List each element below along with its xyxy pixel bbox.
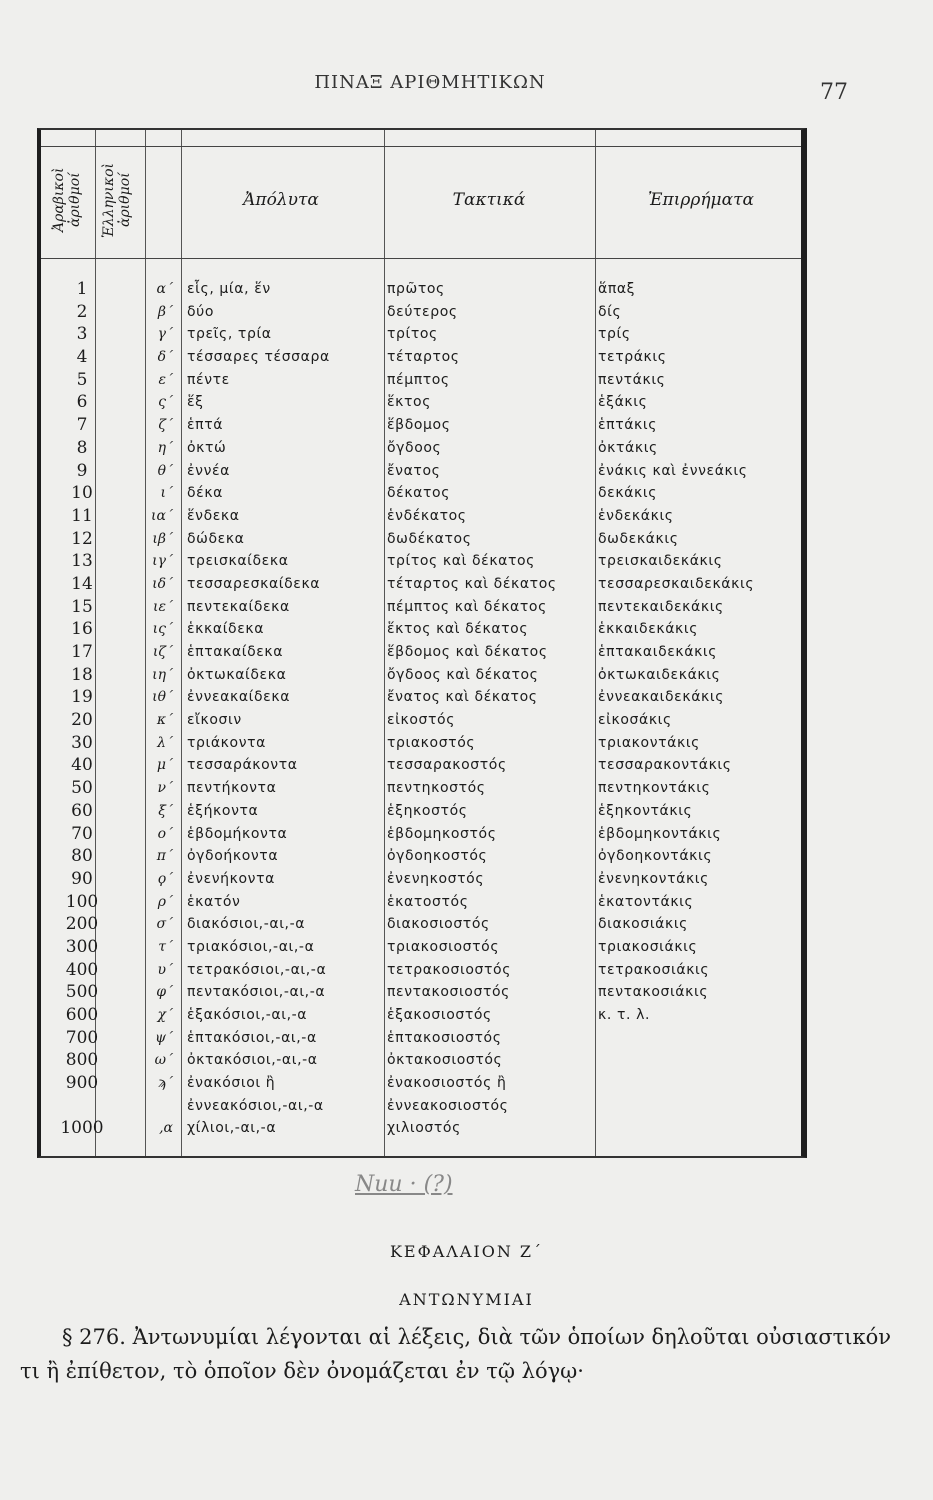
number-table <box>37 128 807 1158</box>
arabic-numeral-cell: 2 <box>76 301 88 322</box>
ordinal-cell: πρῶτος <box>387 281 445 297</box>
absolute-cell: δώδεκα <box>187 530 245 547</box>
greek-numeral-cell: ιη΄ <box>152 666 173 683</box>
header-ordinal: Τακτικά <box>452 190 526 210</box>
greek-numeral-cell: υ΄ <box>157 961 173 978</box>
absolute-cell: ἑξήκοντα <box>187 802 259 819</box>
arabic-numeral-cell: 11 <box>71 505 93 526</box>
table-row <box>41 369 801 392</box>
greek-numeral-cell: ω΄ <box>154 1052 173 1069</box>
adverb-cell: ἑβδομηκοντάκις <box>598 825 722 842</box>
ordinal-cell: ἑξηκοστός <box>387 802 468 819</box>
ordinal-cell: τρίτος <box>387 326 438 343</box>
arabic-numeral-cell: 300 <box>65 936 99 957</box>
adverb-cell: ἑπτακαιδεκάκις <box>598 644 718 660</box>
arabic-numeral-cell: 1000 <box>60 1118 104 1139</box>
ordinal-cell: ἐνενηκοστός <box>387 870 485 887</box>
table-row <box>41 981 801 1004</box>
table-row <box>41 800 801 823</box>
adverb-cell: τριακοντάκις <box>598 734 700 751</box>
adverb-cell: ἐνάκις καὶ ἐννεάκις <box>598 462 748 479</box>
ordinal-cell: πέμπτος <box>387 371 450 388</box>
arabic-numeral-cell: 600 <box>65 1005 99 1025</box>
ordinal-cell: δεύτερος <box>387 303 458 320</box>
page-number: 77 <box>820 80 848 105</box>
absolute-cell: εἷς, μία, ἕν <box>187 281 271 297</box>
header-arabic: Ἀραβικοὶ ἀριθμοί <box>51 167 83 233</box>
adverb-cell: πεντακοσιάκις <box>598 984 709 1001</box>
greek-numeral-cell: ϡ΄ <box>157 1075 173 1092</box>
table-row <box>41 709 801 732</box>
greek-numeral-cell: β΄ <box>157 303 173 320</box>
absolute-cell: πεντακόσιοι,-αι,-α <box>187 984 326 1001</box>
header-rule <box>41 258 801 259</box>
ordinal-cell: ἕβδομος <box>387 417 451 434</box>
absolute-cell: τετρακόσιοι,-αι,-α <box>187 961 327 978</box>
header-adverb: Ἐπιρρήματα <box>648 190 754 210</box>
ordinal-cell: ὄγδοος <box>387 439 442 456</box>
arabic-numeral-cell: 18 <box>71 664 93 685</box>
arabic-numeral-cell: 4 <box>76 347 88 368</box>
greek-numeral-cell: ε΄ <box>158 371 173 388</box>
adverb-cell: ἑκατοντάκις <box>598 893 694 910</box>
ordinal-cell: τριακοσιοστός <box>387 938 500 955</box>
absolute-cell: τριακόσιοι,-αι,-α <box>187 938 315 955</box>
table-row <box>41 414 801 437</box>
absolute-cell: ἐνακόσιοι ἢ <box>187 1075 276 1092</box>
chapter-title: ΚΕΦΑΛΑΙΟΝ Ζ΄ <box>389 1242 544 1261</box>
ordinal-cell: τετρακοσιοστός <box>387 961 512 978</box>
arabic-numeral-cell: 60 <box>71 800 93 821</box>
adverb-cell: δωδεκάκις <box>598 530 679 547</box>
ordinal-cell: τέταρτος καὶ δέκατος <box>387 575 557 592</box>
running-head: ΠΙΝΑΞ ΑΡΙΘΜΗΤΙΚΩΝ <box>314 72 546 93</box>
adverb-cell: ὀκτωκαιδεκάκις <box>598 666 721 683</box>
greek-numeral-cell: ια΄ <box>151 507 173 524</box>
ordinal-cell: εἰκοστός <box>387 712 456 729</box>
ordinal-cell: ἐνακοσιοστός ἢ <box>387 1075 507 1092</box>
greek-numeral-cell: χ΄ <box>157 1007 173 1023</box>
arabic-numeral-cell: 19 <box>71 687 93 708</box>
table-row <box>41 913 801 936</box>
arabic-numeral-cell: 500 <box>65 982 99 1003</box>
greek-numeral-cell: φ΄ <box>156 984 173 1001</box>
arabic-numeral-cell: 3 <box>76 324 88 345</box>
adverb-cell: ἑπτάκις <box>598 417 658 434</box>
table-row <box>41 686 801 709</box>
greek-numeral-cell: ις΄ <box>152 621 173 638</box>
table-row <box>41 891 801 914</box>
adverb-cell: ἐνενηκοντάκις <box>598 870 709 887</box>
adverb-cell: ἑκκαιδεκάκις <box>598 621 699 638</box>
table-row <box>41 1095 801 1118</box>
greek-numeral-cell: γ΄ <box>157 326 173 343</box>
table-row <box>41 301 801 324</box>
arabic-numeral-cell: 7 <box>76 415 88 436</box>
ordinal-cell: διακοσιοστός <box>387 916 490 933</box>
table-row <box>41 618 801 641</box>
arabic-numeral-cell: 400 <box>65 959 99 980</box>
handwritten-signature: Nuu · (?) <box>355 1172 453 1197</box>
arabic-numeral-cell: 40 <box>71 755 93 776</box>
adverb-cell: τετράκις <box>598 349 667 366</box>
table-row <box>41 823 801 846</box>
table-row <box>41 959 801 982</box>
greek-numeral-cell: θ΄ <box>157 462 173 479</box>
arabic-numeral-cell: 70 <box>71 823 93 844</box>
arabic-numeral-cell: 100 <box>65 891 99 912</box>
ordinal-cell: πεντηκοστός <box>387 780 486 797</box>
adverb-cell: τετρακοσιάκις <box>598 961 710 978</box>
table-row <box>41 391 801 414</box>
table-row <box>41 346 801 369</box>
ordinal-cell: δωδέκατος <box>387 530 472 547</box>
greek-numeral-cell: ιζ΄ <box>152 644 173 660</box>
table-row <box>41 528 801 551</box>
arabic-numeral-cell: 16 <box>71 619 93 640</box>
adverb-cell: διακοσιάκις <box>598 916 688 933</box>
absolute-cell: εἴκοσιν <box>187 712 242 729</box>
adverb-cell: ἑξάκις <box>598 394 648 411</box>
absolute-cell: ἑπτακαίδεκα <box>187 644 284 660</box>
ordinal-cell: ἕκτος καὶ δέκατος <box>387 621 529 638</box>
table-row <box>41 437 801 460</box>
adverb-cell: τεσσαρακοντάκις <box>598 757 732 774</box>
absolute-cell: ἐννέα <box>187 462 231 479</box>
absolute-cell: ἐννεακαίδεκα <box>187 689 291 706</box>
table-row <box>41 754 801 777</box>
table-row <box>41 1049 801 1072</box>
table-row <box>41 868 801 891</box>
table-row <box>41 323 801 346</box>
arabic-numeral-cell: 9 <box>76 460 88 481</box>
arabic-numeral-cell: 17 <box>71 642 93 662</box>
adverb-cell: ἅπαξ <box>598 281 636 297</box>
adverb-cell: δεκάκις <box>598 485 658 502</box>
arabic-numeral-cell: 1 <box>76 279 88 299</box>
greek-numeral-cell: ιβ΄ <box>152 530 173 547</box>
arabic-numeral-cell: 700 <box>65 1027 99 1048</box>
table-row <box>41 936 801 959</box>
greek-numeral-cell: ζ΄ <box>158 417 173 434</box>
arabic-numeral-cell: 800 <box>65 1050 99 1071</box>
table-row <box>41 732 801 755</box>
ordinal-cell: ἕκτος <box>387 394 432 411</box>
greek-numeral-cell: ν΄ <box>157 780 173 797</box>
greek-numeral-cell: τ΄ <box>158 938 173 955</box>
greek-numeral-cell: π΄ <box>156 848 173 865</box>
ordinal-cell: ἑβδομηκοστός <box>387 825 497 842</box>
arabic-numeral-cell: 14 <box>71 573 93 594</box>
table-row <box>41 573 801 596</box>
ordinal-cell: ἐννεακοσιοστός <box>387 1097 509 1114</box>
table-row <box>41 845 801 868</box>
ordinal-cell: δέκατος <box>387 485 451 502</box>
table-row <box>41 505 801 528</box>
ordinal-cell: ἔνατος <box>387 462 441 479</box>
absolute-cell: τρεῖς, τρία <box>187 326 272 343</box>
adverb-cell: πεντηκοντάκις <box>598 780 711 797</box>
greek-numeral-cell: ς΄ <box>158 394 173 411</box>
absolute-cell: πεντεκαίδεκα <box>187 598 290 615</box>
absolute-cell: πέντε <box>187 371 230 388</box>
table-row <box>41 1072 801 1095</box>
absolute-cell: δύο <box>187 303 215 320</box>
table-row <box>41 278 801 301</box>
greek-numeral-cell: ιδ΄ <box>152 575 173 592</box>
arabic-numeral-cell: 50 <box>71 778 93 799</box>
arabic-numeral-cell: 10 <box>71 483 93 504</box>
ordinal-cell: ὄγδοος καὶ δέκατος <box>387 666 539 683</box>
ordinal-cell: ἑκατοστός <box>387 893 469 910</box>
arabic-numeral-cell: 900 <box>65 1073 99 1094</box>
greek-numeral-cell: λ΄ <box>157 734 173 751</box>
table-row <box>41 664 801 687</box>
ordinal-cell: ἑνδέκατος <box>387 507 467 524</box>
greek-numeral-cell: ιγ΄ <box>152 553 173 570</box>
arabic-numeral-cell: 90 <box>71 868 93 889</box>
absolute-cell: ἐννεακόσιοι,-αι,-α <box>187 1097 324 1114</box>
greek-numeral-cell: ιε΄ <box>152 598 173 615</box>
absolute-cell: τέσσαρες τέσσαρα <box>187 349 330 366</box>
adverb-cell: τεσσαρεσκαιδεκάκις <box>598 575 755 592</box>
adverb-cell: ἐννεακαιδεκάκις <box>598 689 725 706</box>
greek-numeral-cell: ι΄ <box>160 485 173 502</box>
absolute-cell: ὀγδοήκοντα <box>187 848 279 865</box>
ordinal-cell: ὀγδοηκοστός <box>387 848 488 865</box>
greek-numeral-cell: ϙ΄ <box>157 870 173 887</box>
arabic-numeral-cell: 80 <box>71 846 93 867</box>
arabic-numeral-cell: 8 <box>76 437 88 458</box>
adverb-cell: ἑξηκοντάκις <box>598 802 693 819</box>
table-row <box>41 1027 801 1050</box>
header-rule <box>41 146 801 147</box>
greek-numeral-cell: α΄ <box>156 281 173 297</box>
ordinal-cell: τριακοστός <box>387 734 476 751</box>
absolute-cell: ἐνενήκοντα <box>187 870 275 887</box>
section-title: ΑΝΤΩΝΥΜΙΑΙ <box>399 1290 534 1309</box>
header-absolute: Ἀπόλυτα <box>243 190 319 210</box>
absolute-cell: τρεισκαίδεκα <box>187 553 289 570</box>
table-row <box>41 1004 801 1027</box>
ordinal-cell: πεντακοσιοστός <box>387 984 510 1001</box>
adverb-cell: ὀκτάκις <box>598 439 658 456</box>
table-row <box>41 641 801 664</box>
absolute-cell: ἑκκαίδεκα <box>187 621 265 638</box>
absolute-cell: διακόσιοι,-αι,-α <box>187 916 306 933</box>
adverb-cell: τρεισκαιδεκάκις <box>598 553 723 570</box>
arabic-numeral-cell: 13 <box>71 551 93 572</box>
table-row <box>41 1117 801 1140</box>
adverb-cell: τρίς <box>598 326 631 343</box>
absolute-cell: ἑκατόν <box>187 893 241 910</box>
adverb-cell: πεντάκις <box>598 371 666 388</box>
greek-numeral-cell: δ΄ <box>157 349 173 366</box>
arabic-numeral-cell: 12 <box>71 528 93 549</box>
table-body <box>41 278 801 1140</box>
body-paragraph: § 276. Ἀντωνυμίαι λέγονται αἱ λέξεις, διὰ τῶν ὁποίων δηλοῦται οὐσιαστικόν τι ἢ ἐπίθετον, τὸ ὁποῖον δὲν ὀνομάζεται ἐν τῷ λόγῳ· <box>20 1325 892 1383</box>
absolute-cell: ὀκτωκαίδεκα <box>187 666 287 683</box>
absolute-cell: ἑπτακόσιοι,-αι,-α <box>187 1029 317 1046</box>
arabic-numeral-cell: 20 <box>71 710 93 731</box>
absolute-cell: ἑξακόσιοι,-αι,-α <box>187 1007 308 1023</box>
ordinal-cell: ἑξακοσιοστός <box>387 1007 492 1023</box>
absolute-cell: ἑβδομήκοντα <box>187 825 288 842</box>
header-greek: Ἑλληνικοὶ ἀριθμοί <box>101 162 133 238</box>
arabic-numeral-cell: 6 <box>76 392 88 413</box>
absolute-cell: ὀκτακόσιοι,-αι,-α <box>187 1052 318 1069</box>
greek-numeral-cell: ξ΄ <box>158 802 173 819</box>
absolute-cell: πεντήκοντα <box>187 780 277 797</box>
adverb-cell: εἰκοσάκις <box>598 712 672 729</box>
ordinal-cell: ἕβδομος καὶ δέκατος <box>387 644 548 660</box>
greek-numeral-cell: η΄ <box>157 439 173 456</box>
arabic-numeral-cell: 200 <box>65 914 99 935</box>
adverb-cell: ἑνδεκάκις <box>598 507 674 524</box>
table-row <box>41 777 801 800</box>
greek-numeral-cell: ιθ΄ <box>152 689 173 706</box>
greek-numeral-cell: ψ΄ <box>155 1029 173 1046</box>
ordinal-cell: ἑπτακοσιοστός <box>387 1029 502 1046</box>
ordinal-cell: χιλιοστός <box>387 1120 461 1137</box>
absolute-cell: τριάκοντα <box>187 734 266 751</box>
absolute-cell: δέκα <box>187 485 224 502</box>
absolute-cell: τεσσαράκοντα <box>187 757 298 774</box>
greek-numeral-cell: ,α <box>159 1120 173 1137</box>
absolute-cell: χίλιοι,-αι,-α <box>187 1120 277 1137</box>
ordinal-cell: ὀκτακοσιοστός <box>387 1052 503 1069</box>
table-row <box>41 460 801 483</box>
ordinal-cell: ἔνατος καὶ δέκατος <box>387 689 538 706</box>
greek-numeral-cell: σ΄ <box>156 916 173 933</box>
ordinal-cell: τρίτος καὶ δέκατος <box>387 553 536 570</box>
table-row <box>41 482 801 505</box>
greek-numeral-cell: ρ΄ <box>157 893 173 910</box>
ordinal-cell: τέταρτος <box>387 349 460 366</box>
greek-numeral-cell: μ΄ <box>156 757 173 774</box>
ordinal-cell: πέμπτος καὶ δέκατος <box>387 598 547 615</box>
greek-numeral-cell: ο΄ <box>157 825 173 842</box>
table-row <box>41 596 801 619</box>
adverb-cell: κ. τ. λ. <box>598 1007 651 1023</box>
ordinal-cell: τεσσαρακοστός <box>387 757 507 774</box>
adverb-cell: πεντεκαιδεκάκις <box>598 598 724 615</box>
adverb-cell: δίς <box>598 303 622 320</box>
absolute-cell: τεσσαρεσκαίδεκα <box>187 575 321 592</box>
arabic-numeral-cell: 5 <box>76 369 88 390</box>
greek-numeral-cell: κ΄ <box>156 712 173 729</box>
adverb-cell: ὀγδοηκοντάκις <box>598 848 713 865</box>
table-row <box>41 550 801 573</box>
absolute-cell: ἑπτά <box>187 417 224 434</box>
adverb-cell: τριακοσιάκις <box>598 938 698 955</box>
arabic-numeral-cell: 30 <box>71 732 93 753</box>
arabic-numeral-cell: 15 <box>71 596 93 617</box>
absolute-cell: ὀκτώ <box>187 439 227 456</box>
absolute-cell: ἕξ <box>187 394 204 411</box>
absolute-cell: ἕνδεκα <box>187 507 240 524</box>
